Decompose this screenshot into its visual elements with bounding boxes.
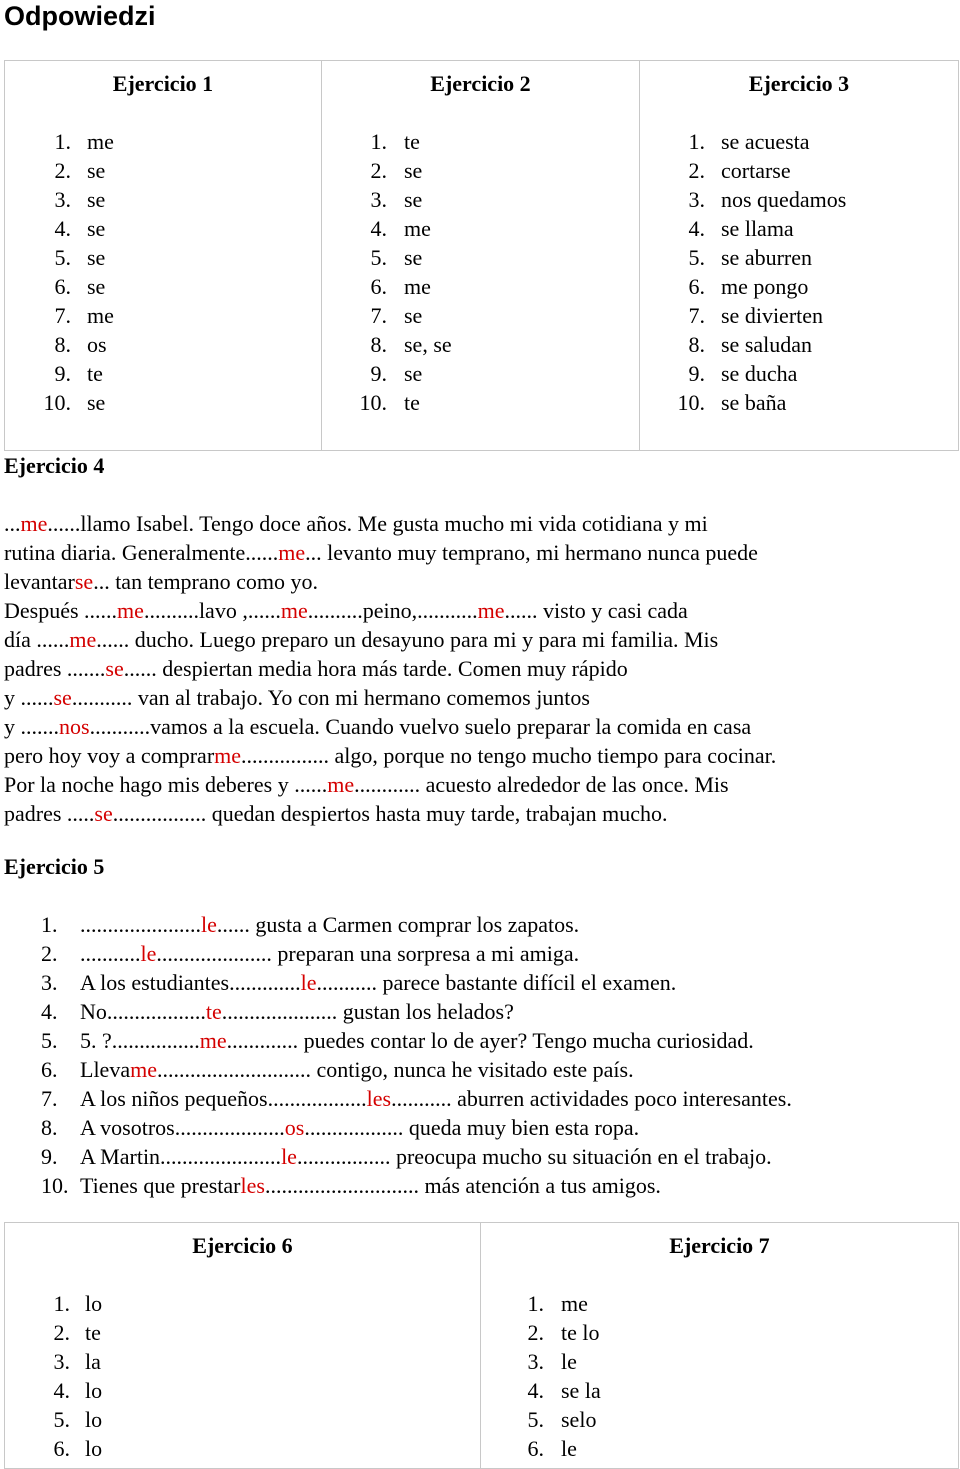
ex7-cell	[481, 1223, 959, 1469]
answer-text: se llama	[721, 216, 794, 241]
sentence-text: ... tan temprano como yo.	[93, 569, 319, 594]
item-number: 3.	[688, 187, 705, 212]
answer-item	[5, 127, 321, 156]
sentence-text: Después ......	[4, 598, 118, 623]
ex3-answer-list	[640, 127, 958, 417]
sentence-text: ........... van al trabajo. Yo con mi hermano comemos juntos	[71, 685, 590, 710]
ex2-title: Ejercicio 2	[430, 71, 531, 96]
item-number: 1.	[54, 129, 71, 154]
sentence-text: 5. ?................	[80, 1028, 200, 1053]
ex6-answer-list	[5, 1289, 480, 1463]
answer-word: les	[366, 1086, 392, 1111]
paragraph-line	[4, 567, 954, 596]
item-number: 4.	[688, 216, 705, 241]
item-number: 10.	[677, 390, 705, 415]
answer-item	[481, 1405, 958, 1434]
answer-word: me	[20, 511, 48, 536]
answer-item	[640, 388, 958, 417]
sentence-item	[4, 1142, 954, 1171]
item-number: 5.	[370, 245, 387, 270]
sentence-text: ..........lavo ,......	[143, 598, 281, 623]
answer-item	[322, 388, 639, 417]
item-number: 9.	[370, 361, 387, 386]
answer-text: se acuesta	[721, 129, 810, 154]
answer-word: se	[94, 801, 113, 826]
sentence-body	[80, 1084, 792, 1113]
item-number: 7.	[54, 303, 71, 328]
answer-item	[640, 127, 958, 156]
sentence-text: Lleva	[80, 1057, 131, 1082]
answer-text: se	[87, 187, 106, 212]
answer-item	[640, 214, 958, 243]
item-number: 1.	[527, 1291, 544, 1316]
answer-item	[322, 156, 639, 185]
paragraph-line	[4, 770, 954, 799]
sentence-text: y .......	[4, 714, 59, 739]
answer-word: les	[240, 1173, 265, 1198]
answer-item	[5, 243, 321, 272]
sentence-text: ...... visto y casi cada	[504, 598, 688, 623]
sentence-text: levantar	[4, 569, 75, 594]
item-number: 1.	[688, 129, 705, 154]
sentence-item	[4, 1026, 954, 1055]
answer-text: se	[87, 274, 106, 299]
sentence-text: ...........vamos a la escuela. Cuando vuelvo suelo preparar la comida en casa	[89, 714, 752, 739]
item-number: 3.	[370, 187, 387, 212]
ex7-answer-list	[481, 1289, 958, 1463]
item-number: 10.	[41, 1173, 69, 1198]
answer-item	[5, 156, 321, 185]
item-number: 7.	[688, 303, 705, 328]
sentence-body	[80, 1113, 639, 1142]
sentence-text: Tienes que prestar	[80, 1173, 241, 1198]
sentence-body	[80, 997, 514, 1026]
sentence-text: A los niños pequeños..................	[80, 1086, 367, 1111]
answer-text: le	[561, 1349, 577, 1374]
answer-text: me	[404, 216, 431, 241]
sentence-text: rutina diaria. Generalmente......	[4, 540, 279, 565]
item-number: 3.	[41, 970, 58, 995]
answer-text: se	[87, 216, 106, 241]
paragraph-line	[4, 509, 954, 538]
ex7-title: Ejercicio 7	[669, 1233, 770, 1258]
ex6-cell	[5, 1223, 481, 1469]
sentence-body	[80, 1142, 772, 1171]
answer-word: me	[69, 627, 97, 652]
item-number: 5.	[54, 245, 71, 270]
ex5-title: Ejercicio 5	[4, 854, 105, 879]
item-number: 7.	[370, 303, 387, 328]
item-number: 2.	[54, 158, 71, 183]
item-number: 4.	[53, 1378, 70, 1403]
item-number: 8.	[41, 1115, 58, 1140]
answer-item	[5, 185, 321, 214]
answer-item	[481, 1434, 958, 1463]
sentence-text: A Martin......................	[80, 1144, 282, 1169]
sentence-item	[4, 939, 954, 968]
item-number: 5.	[527, 1407, 544, 1432]
sentence-item	[4, 1171, 954, 1200]
item-number: 4.	[54, 216, 71, 241]
answer-word: me	[327, 772, 355, 797]
answer-text: se	[87, 158, 106, 183]
answer-item	[5, 1318, 480, 1347]
answer-item	[322, 330, 639, 359]
sentence-text: ... levanto muy temprano, mi hermano nunca puede	[305, 540, 758, 565]
item-number: 6.	[53, 1436, 70, 1461]
sentence-item	[4, 910, 954, 939]
item-number: 1.	[53, 1291, 70, 1316]
sentence-text: ................. quedan despiertos hasta muy tarde, trabajan mucho.	[112, 801, 668, 826]
answer-text: se baña	[721, 390, 787, 415]
answer-text: te	[404, 390, 420, 415]
answer-item	[5, 272, 321, 301]
ex1-title: Ejercicio 1	[112, 71, 214, 96]
paragraph-line	[4, 596, 954, 625]
paragraph-line	[4, 683, 954, 712]
answer-text: lo	[85, 1291, 103, 1316]
answer-item	[5, 1405, 480, 1434]
answer-word: os	[284, 1115, 305, 1140]
answer-text: te	[87, 361, 103, 386]
answer-item	[481, 1289, 958, 1318]
answer-item	[322, 185, 639, 214]
answer-item	[5, 301, 321, 330]
sentence-item	[4, 1055, 954, 1084]
ex5-answer-list	[4, 910, 954, 1200]
paragraph-line	[4, 741, 954, 770]
answer-item	[5, 1434, 480, 1463]
sentence-item	[4, 997, 954, 1026]
answer-item	[322, 127, 639, 156]
item-number: 4.	[41, 999, 58, 1024]
sentence-text: ......................	[80, 912, 201, 937]
item-number: 2.	[527, 1320, 544, 1345]
answer-word: se	[74, 569, 94, 594]
sentence-text: A los estudiantes.............	[80, 970, 301, 995]
answer-word: le	[300, 970, 317, 995]
answer-item	[322, 214, 639, 243]
item-number: 6.	[370, 274, 387, 299]
answer-word: me	[199, 1028, 227, 1053]
answer-item	[5, 1289, 480, 1318]
item-number: 5.	[53, 1407, 70, 1432]
answer-word: se	[105, 656, 124, 681]
item-number: 7.	[41, 1086, 58, 1111]
sentence-item	[4, 968, 954, 997]
answer-text: lo	[85, 1436, 103, 1461]
answer-item	[322, 359, 639, 388]
answer-word: me	[214, 743, 242, 768]
sentence-text: ...... ducho. Luego preparo un desayuno para mi y para mi familia. Mis	[96, 627, 719, 652]
exercises-6-7-table	[4, 1222, 959, 1469]
sentence-text: ..................... preparan una sorpresa a mi amiga.	[156, 941, 580, 966]
answer-item	[640, 185, 958, 214]
answer-text: te lo	[561, 1320, 600, 1345]
answer-item	[640, 243, 958, 272]
item-number: 5.	[688, 245, 705, 270]
item-number: 3.	[53, 1349, 70, 1374]
item-number: 9.	[688, 361, 705, 386]
answer-text: se	[87, 245, 106, 270]
answer-text: se la	[561, 1378, 601, 1403]
answer-item	[481, 1376, 958, 1405]
answer-word: le	[281, 1144, 297, 1169]
item-number: 9.	[41, 1144, 58, 1169]
sentence-text: No..................	[80, 999, 206, 1024]
item-number: 6.	[41, 1057, 58, 1082]
sentence-text: ................. preocupa mucho su situación en el trabajo.	[296, 1144, 772, 1169]
answer-text: se, se	[404, 332, 452, 357]
answer-item	[5, 388, 321, 417]
answer-text: os	[87, 332, 107, 357]
answer-item	[322, 243, 639, 272]
answer-text: me	[561, 1291, 588, 1316]
item-number: 6.	[527, 1436, 544, 1461]
item-number: 2.	[370, 158, 387, 183]
sentence-text: padres .....	[4, 801, 95, 826]
answer-text: cortarse	[721, 158, 791, 183]
item-number: 3.	[54, 187, 71, 212]
sentence-item	[4, 1113, 954, 1142]
sentence-body	[80, 1171, 661, 1200]
sentence-text: ............................ más atención a tus amigos.	[264, 1173, 661, 1198]
answer-text: me pongo	[721, 274, 809, 299]
sentence-text: ............. puedes contar lo de ayer? Tengo mucha curiosidad.	[226, 1028, 754, 1053]
sentence-text: pero hoy voy a comprar	[4, 743, 215, 768]
paragraph-line	[4, 625, 954, 654]
answer-text: se	[87, 390, 106, 415]
ex1-answer-list	[5, 127, 321, 417]
sentence-item	[4, 1084, 954, 1113]
ex4-title: Ejercicio 4	[4, 453, 105, 478]
answer-word: me	[280, 598, 308, 623]
answer-text: lo	[85, 1407, 103, 1432]
answer-word: te	[205, 999, 222, 1024]
item-number: 6.	[54, 274, 71, 299]
item-number: 10.	[359, 390, 387, 415]
ex2-answer-list	[322, 127, 639, 417]
sentence-text: A vosotros....................	[80, 1115, 285, 1140]
answer-word: se	[53, 685, 72, 710]
sentence-text: ...........	[80, 941, 141, 966]
answer-text: se divierten	[721, 303, 824, 328]
answer-text: te	[85, 1320, 101, 1345]
answer-text: te	[404, 129, 420, 154]
ex6-title: Ejercicio 6	[192, 1233, 293, 1258]
answer-text: la	[85, 1349, 101, 1374]
item-number: 2.	[688, 158, 705, 183]
sentence-text: .................. queda muy bien esta ropa.	[304, 1115, 640, 1140]
ex1-cell	[5, 61, 322, 451]
answer-text: se	[404, 361, 423, 386]
sentence-text: ............ acuesto alrededor de las once. Mis	[354, 772, 729, 797]
answer-item	[5, 1376, 480, 1405]
paragraph-line	[4, 654, 954, 683]
answer-item	[481, 1347, 958, 1376]
answer-text: le	[561, 1436, 577, 1461]
item-number: 9.	[54, 361, 71, 386]
paragraph-line	[4, 799, 954, 828]
answer-word: me	[130, 1057, 157, 1082]
answer-text: se	[404, 187, 423, 212]
paragraph-line	[4, 538, 954, 567]
answer-text: me	[87, 129, 114, 154]
sentence-body	[80, 910, 579, 939]
sentence-text: día ......	[4, 627, 70, 652]
item-number: 8.	[688, 332, 705, 357]
answer-word: le	[201, 912, 217, 937]
sentence-body	[80, 939, 579, 968]
sentence-text: ........... aburren actividades poco interesantes.	[391, 1086, 792, 1111]
answer-item	[322, 272, 639, 301]
sentence-text: ..........peino,...........	[307, 598, 478, 623]
answer-word: me	[117, 598, 144, 623]
item-number: 4.	[527, 1378, 544, 1403]
ex3-cell	[640, 61, 959, 451]
item-number: 2.	[41, 941, 58, 966]
sentence-body	[80, 1055, 634, 1084]
answer-item	[640, 330, 958, 359]
sentence-text: ...	[4, 511, 21, 536]
answer-item	[481, 1318, 958, 1347]
item-number: 1.	[370, 129, 387, 154]
item-number: 2.	[53, 1320, 70, 1345]
ex4-paragraph	[4, 509, 954, 828]
sentence-text: ........... parece bastante difícil el examen.	[316, 970, 677, 995]
item-number: 6.	[688, 274, 705, 299]
answer-item	[5, 214, 321, 243]
item-number: 1.	[41, 912, 58, 937]
answer-item	[5, 359, 321, 388]
answer-text: se	[404, 245, 423, 270]
answer-item	[640, 359, 958, 388]
answer-item	[5, 1347, 480, 1376]
ex3-title: Ejercicio 3	[748, 71, 850, 96]
answer-word: le	[140, 941, 157, 966]
answer-text: selo	[561, 1407, 597, 1432]
paragraph-line	[4, 712, 954, 741]
sentence-text: ............................ contigo, nunca he visitado este país.	[156, 1057, 634, 1082]
sentence-text: ...... despiertan media hora más tarde. Comen muy rápido	[123, 656, 628, 681]
sentence-body	[80, 1026, 754, 1055]
answer-text: se	[404, 158, 423, 183]
page-title: Odpowiedzi	[4, 1, 156, 31]
item-number: 10.	[43, 390, 71, 415]
answer-item	[640, 301, 958, 330]
exercises-1-3-table	[4, 60, 959, 451]
sentence-text: y ......	[4, 685, 54, 710]
answer-word: me	[278, 540, 306, 565]
sentence-text: ......llamo Isabel. Tengo doce años. Me gusta mucho mi vida cotidiana y mi	[47, 511, 708, 536]
sentence-body	[80, 968, 676, 997]
answer-item	[5, 330, 321, 359]
sentence-text: ...... gusta a Carmen comprar los zapatos.	[216, 912, 580, 937]
item-number: 8.	[370, 332, 387, 357]
item-number: 3.	[527, 1349, 544, 1374]
sentence-text: padres .......	[4, 656, 106, 681]
answer-text: se ducha	[721, 361, 798, 386]
answer-word: me	[477, 598, 505, 623]
answer-text: me	[404, 274, 431, 299]
answer-text: se aburren	[721, 245, 813, 270]
answer-text: me	[87, 303, 114, 328]
answer-text: se saludan	[721, 332, 813, 357]
sentence-text: Por la noche hago mis deberes y ......	[4, 772, 328, 797]
sentence-text: ................ algo, porque no tengo mucho tiempo para cocinar.	[241, 743, 777, 768]
answer-word: nos	[59, 714, 90, 739]
answer-item	[640, 272, 958, 301]
item-number: 4.	[370, 216, 387, 241]
sentence-text: ..................... gustan los helados?	[221, 999, 514, 1024]
answer-text: nos quedamos	[721, 187, 847, 212]
item-number: 8.	[54, 332, 71, 357]
answer-item	[322, 301, 639, 330]
item-number: 5.	[41, 1028, 58, 1053]
answer-text: lo	[85, 1378, 103, 1403]
answer-item	[640, 156, 958, 185]
ex2-cell	[322, 61, 640, 451]
answer-text: se	[404, 303, 423, 328]
